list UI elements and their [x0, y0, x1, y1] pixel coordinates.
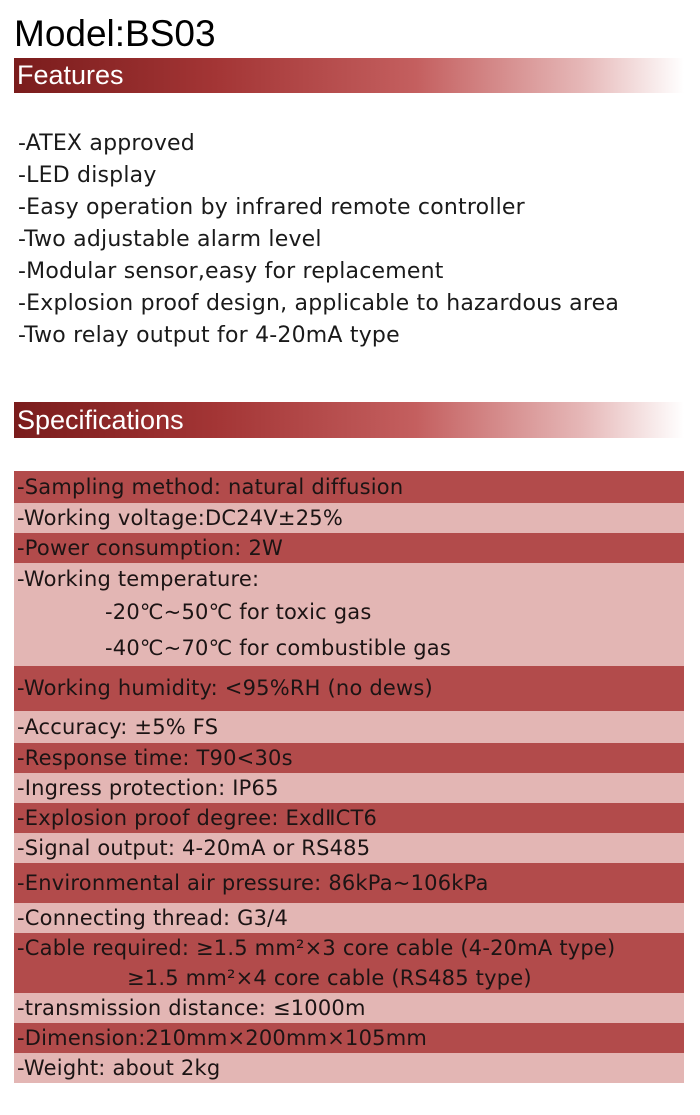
feature-item: -LED display	[18, 163, 157, 188]
spec-row-cable	[14, 933, 684, 993]
spec-text: -transmission distance: ≤1000m	[17, 996, 366, 1020]
spec-text: -Accuracy: ±5% FS	[17, 715, 219, 739]
spec-subtext: ≥1.5 mm²×4 core cable (RS485 type)	[127, 966, 532, 990]
spec-text: -Environmental air pressure: 86kPa~106kPa	[17, 871, 489, 895]
spec-text: -Response time: T90<30s	[17, 746, 293, 770]
spec-text: -Ingress protection: IP65	[17, 776, 279, 800]
feature-item: -Easy operation by infrared remote controller	[18, 195, 525, 220]
spec-text: -Working humidity: <95%RH (no dews)	[17, 676, 433, 700]
feature-item: -Explosion proof design, applicable to hazardous area	[18, 291, 620, 316]
specifications-heading: Specifications	[14, 402, 684, 438]
spec-text: -Weight: about 2kg	[17, 1056, 221, 1080]
spec-row-pressure	[14, 863, 684, 903]
features-list	[18, 128, 619, 352]
spec-text: -Sampling method: natural diffusion	[17, 475, 404, 499]
feature-item: -Modular sensor,easy for replacement	[18, 259, 444, 284]
spec-row-distance	[14, 993, 684, 1023]
spec-row-signal	[14, 833, 684, 863]
spec-row-dimension	[14, 1023, 684, 1053]
spec-text: -Signal output: 4-20mA or RS485	[17, 836, 371, 860]
spec-row-explosion	[14, 803, 684, 833]
spec-subtext: -20℃~50℃ for toxic gas	[105, 600, 372, 624]
feature-item: -Two relay output for 4-20mA type	[18, 323, 400, 348]
spec-text: -Connecting thread: G3/4	[17, 906, 289, 930]
specifications-table	[14, 471, 684, 1083]
spec-text: -Working voltage:DC24V±25%	[17, 506, 343, 530]
feature-item: -Two adjustable alarm level	[18, 227, 322, 252]
spec-row-voltage	[14, 503, 684, 533]
spec-row-sampling	[14, 471, 684, 503]
spec-row-power	[14, 533, 684, 563]
spec-row-humidity	[14, 666, 684, 711]
features-heading: Features	[14, 58, 684, 93]
spec-text: -Explosion proof degree: ExdⅡCT6	[17, 806, 378, 830]
spec-text: -Working temperature:	[17, 567, 260, 591]
spec-row-response	[14, 743, 684, 773]
spec-text: -Power consumption: 2W	[17, 536, 283, 560]
spec-subtext: -40℃~70℃ for combustible gas	[105, 636, 452, 660]
spec-row-temperature	[14, 563, 684, 666]
feature-item: -ATEX approved	[18, 131, 195, 156]
spec-row-accuracy	[14, 711, 684, 743]
spec-row-ingress	[14, 773, 684, 803]
spec-row-weight	[14, 1053, 684, 1083]
model-title: Model:BS03	[14, 13, 216, 54]
spec-text: -Dimension:210mm×200mm×105mm	[17, 1026, 428, 1050]
spec-text: -Cable required: ≥1.5 mm²×3 core cable (4-20mA type)	[17, 936, 616, 960]
spec-row-thread	[14, 903, 684, 933]
